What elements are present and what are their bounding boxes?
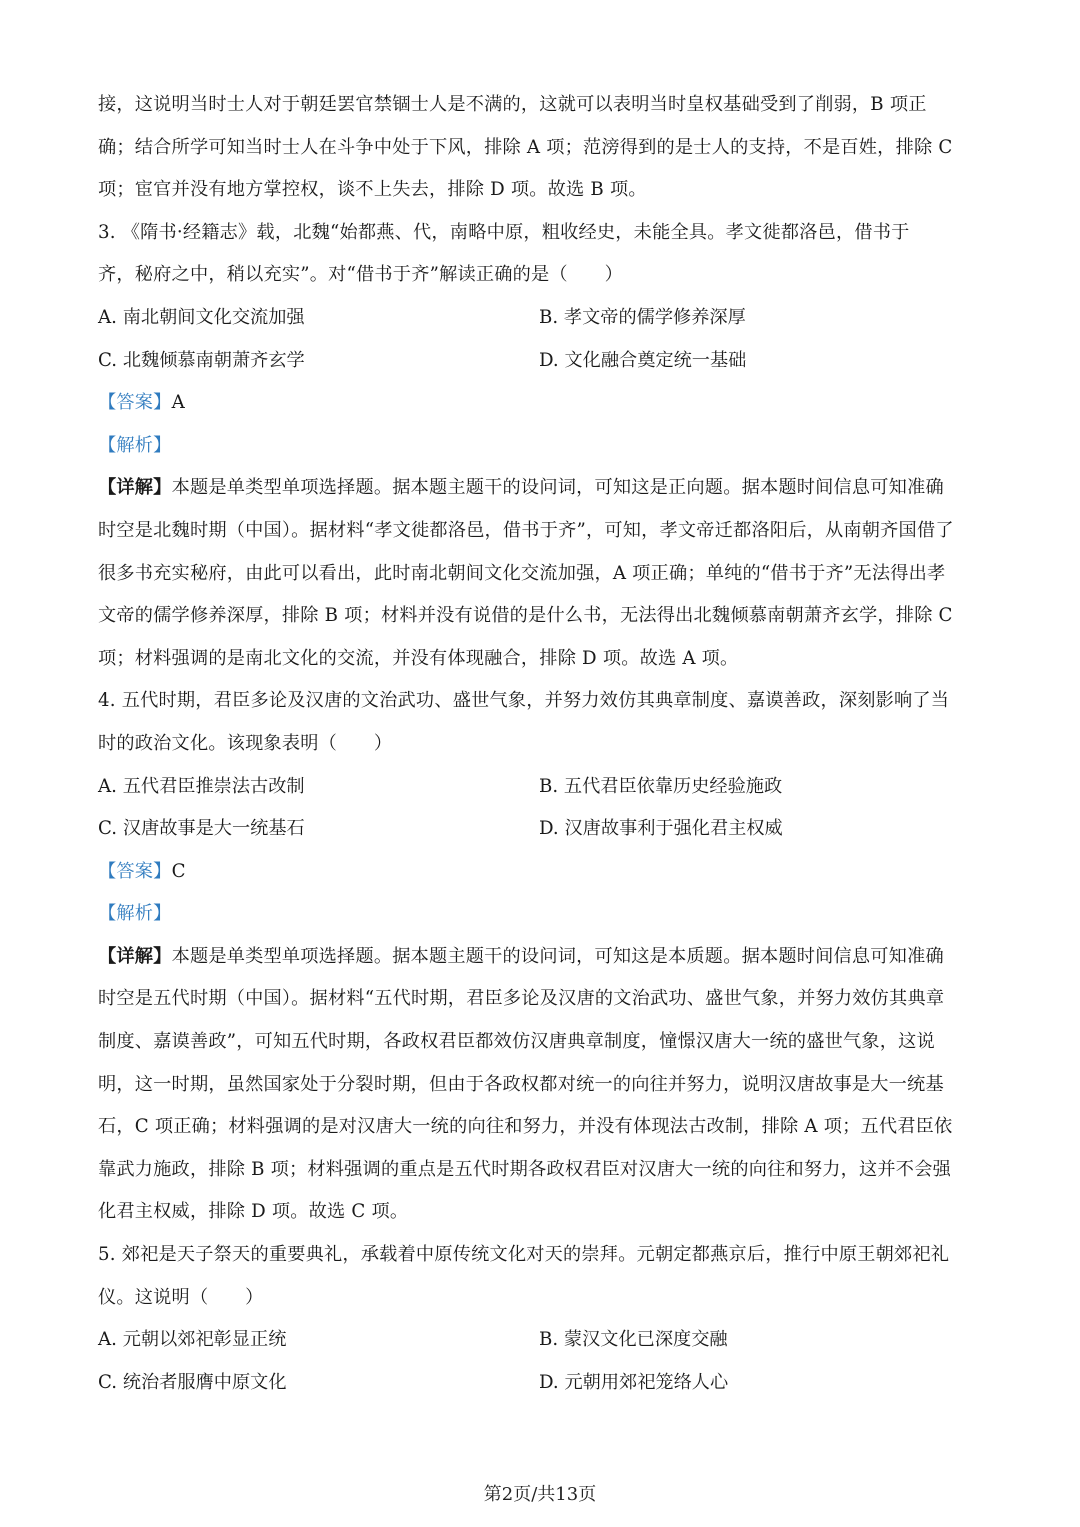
detail-line: 文帝的儒学修养深厚，排除 B 项；材料并没有说借的是什么书，无法得出北魏倾慕南朝萧齐玄学，排除 C: [98, 605, 953, 627]
option-a: A. 元朝以郊祀彰显正统: [98, 1329, 287, 1351]
answer-value: C: [171, 860, 186, 882]
detail-line: 化君主权威，排除 D 项。故选 C 项。: [98, 1201, 409, 1223]
detail-line: 靠武力施政，排除 B 项；材料强调的重点是五代时期各政权君臣对汉唐大一统的向往和努力，这并不会强: [98, 1158, 951, 1180]
option-c: C. 统治者服膺中原文化: [98, 1371, 287, 1393]
detail-line: [98, 467, 982, 510]
detail-line: 时空是北魏时期（中国）。据材料“孝文徙都洛邑，借书于齐”，可知，孝文帝迁都洛阳后，从南朝齐国借了: [98, 519, 954, 541]
page-number-footer: 第2页/共13页: [483, 1484, 597, 1505]
question-stem-line: 齐，秘府之中，稍以充实”。对“借书于齐”解读正确的是（ ）: [98, 264, 623, 286]
options-row: [98, 766, 982, 809]
option-c: C. 北魏倾慕南朝萧齐玄学: [98, 349, 305, 371]
detail-label: 【详解】: [98, 945, 172, 967]
analysis-line: [98, 893, 982, 936]
question-stem-line: 3. 《隋书·经籍志》载，北魏“始都燕、代，南略中原，粗收经史，未能全具。孝文徙都洛邑，借书于: [98, 221, 910, 243]
detail-line: 项；材料强调的是南北文化的交流，并没有体现融合，排除 D 项。故选 A 项。: [98, 647, 739, 669]
analysis-line: [98, 425, 982, 468]
option-c: C. 汉唐故事是大一统基石: [98, 818, 305, 840]
question-stem-line: 时的政治文化。该现象表明（ ）: [98, 732, 393, 754]
option-d: D. 汉唐故事利于强化君主权威: [539, 818, 783, 840]
answer-value: A: [171, 392, 185, 414]
options-row: [98, 808, 982, 851]
detail-line: 很多书充实秘府，由此可以看出，此时南北朝间文化交流加强，A 项正确；单纯的“借书于齐”无法得出孝: [98, 562, 946, 584]
answer-label: 【答案】: [98, 860, 172, 882]
detail-text: 本题是单类型单项选择题。据本题主题干的设问词，可知这是本质题。据本题时间信息可知准确: [171, 945, 944, 967]
detail-text: 本题是单类型单项选择题。据本题主题干的设问词，可知这是正向题。据本题时间信息可知准确: [171, 477, 944, 499]
question-stem-line: 4. 五代时期，君臣多论及汉唐的文治武功、盛世气象，并努力效仿其典章制度、嘉谟善政，深刻影响了当: [98, 690, 950, 712]
question-5: [98, 1234, 982, 1404]
answer-line: [98, 382, 982, 425]
options-row: [98, 297, 982, 340]
option-b: B. 孝文帝的儒学修养深厚: [539, 306, 746, 328]
analysis-label: 【解析】: [98, 434, 172, 456]
text-line: 项；宦官并没有地方掌控权，谈不上失去，排除 D 项。故选 B 项。: [98, 179, 647, 201]
answer-line: [98, 851, 982, 894]
answer-label: 【答案】: [98, 392, 172, 414]
detail-label: 【详解】: [98, 477, 172, 499]
detail-line: [98, 936, 982, 979]
option-b: B. 五代君臣依靠历史经验施政: [539, 775, 783, 797]
detail-line: 石，C 项正确；材料强调的是对汉唐大一统的向往和努力，并没有体现法古改制，排除 A 项；五代君臣依: [98, 1116, 953, 1138]
option-d: D. 文化融合奠定统一基础: [539, 349, 747, 371]
document-page: [98, 84, 982, 1404]
text-line: 确；结合所学可知当时士人在斗争中处于下风，排除 A 项；范滂得到的是士人的支持，不是百姓，排除 C: [98, 136, 953, 158]
question-stem-line: 5. 郊祀是天子祭天的重要典礼，承载着中原传统文化对天的崇拜。元朝定都燕京后，推行中原王朝郊祀礼: [98, 1244, 950, 1266]
options-row: [98, 1362, 982, 1405]
options-row: [98, 340, 982, 383]
option-d: D. 元朝用郊祀笼络人心: [539, 1371, 729, 1393]
option-a: A. 五代君臣推崇法古改制: [98, 775, 305, 797]
option-b: B. 蒙汉文化已深度交融: [539, 1329, 728, 1351]
question-3: [98, 212, 982, 681]
question-4: [98, 680, 982, 1234]
question-stem-line: 仪。这说明（ ）: [98, 1286, 264, 1308]
detail-line: 时空是五代时期（中国）。据材料“五代时期，君臣多论及汉唐的文治武功、盛世气象，并努力效仿其典章: [98, 988, 945, 1010]
option-a: A. 南北朝间文化交流加强: [98, 306, 305, 328]
analysis-label: 【解析】: [98, 903, 172, 925]
detail-line: 制度、嘉谟善政”，可知五代时期，各政权君臣都效仿汉唐典章制度，憧憬汉唐大一统的盛世气象，这说: [98, 1031, 935, 1053]
detail-line: 明，这一时期，虽然国家处于分裂时期，但由于各政权都对统一的向往并努力，说明汉唐故事是大一统基: [98, 1073, 944, 1095]
text-line: 接，这说明当时士人对于朝廷罢官禁锢士人是不满的，这就可以表明当时皇权基础受到了削弱，B 项正: [98, 94, 927, 115]
options-row: [98, 1319, 982, 1362]
previous-explanation-tail: [98, 84, 982, 212]
